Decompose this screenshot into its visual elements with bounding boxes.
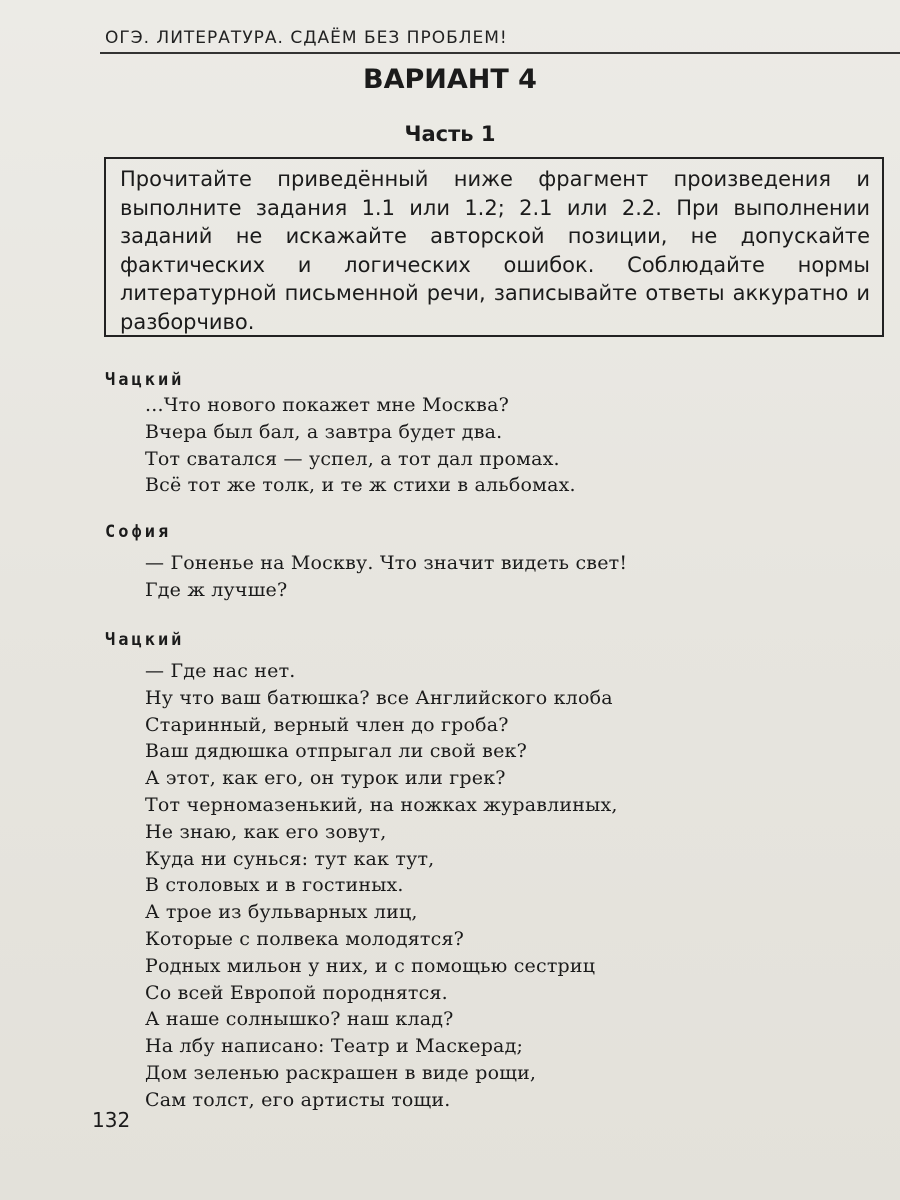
verse-line: Ну что ваш батюшка? все Английского клоба bbox=[145, 686, 613, 709]
verse-line: Сам толст, его артисты тощи. bbox=[145, 1088, 451, 1111]
verse-lines bbox=[145, 658, 805, 1114]
verse-line: А этот, как его, он турок или грек? bbox=[145, 767, 506, 790]
verse-line: Где ж лучше? bbox=[145, 578, 288, 601]
dialogue-block-2 bbox=[105, 520, 805, 604]
dialogue-block-3 bbox=[105, 628, 805, 1114]
part-title: Часть 1 bbox=[404, 122, 496, 146]
header-divider bbox=[100, 52, 900, 54]
verse-line: На лбу написано: Театр и Маскерад; bbox=[145, 1035, 524, 1058]
verse-line: А трое из бульварных лиц, bbox=[145, 901, 418, 924]
instructions-box: Прочитайте приведённый ниже фрагмент произведения и выполните задания 1.1 или 1.2; 2.1 или 2.2. При выполнении заданий не искажайте авторской позиции, не допускайте фактических и логических ошибок. Соблюдайте нормы литературной письменной речи, записывайте ответы аккуратно и разборчиво. bbox=[104, 157, 884, 337]
speaker-name: Чацкий bbox=[105, 370, 185, 390]
dialogue-block-1 bbox=[105, 368, 805, 499]
verse-line: ...Что нового покажет мне Москва? bbox=[145, 394, 509, 416]
verse-line: Тот сватался — успел, а тот дал промах. bbox=[145, 447, 560, 470]
verse-lines bbox=[145, 550, 805, 604]
verse-lines bbox=[145, 392, 805, 499]
page-number: 132 bbox=[92, 1108, 131, 1132]
verse-line: Не знаю, как его зовут, bbox=[145, 820, 387, 843]
verse-line: Вчера был бал, а завтра будет два. bbox=[145, 420, 503, 443]
verse-line: Куда ни сунься: тут как тут, bbox=[145, 847, 435, 870]
variant-title: ВАРИАНТ 4 bbox=[363, 64, 537, 95]
verse-line: Родных мильон у них, и с помощью сестриц bbox=[145, 954, 596, 977]
verse-line: Со всей Европой породнятся. bbox=[145, 981, 448, 1004]
speaker-name: Чацкий bbox=[105, 630, 185, 650]
verse-line: А наше солнышко? наш клад? bbox=[145, 1008, 454, 1031]
verse-line: Тот черномазенький, на ножках журавлиных, bbox=[145, 793, 618, 816]
verse-line: В столовых и в гостиных. bbox=[145, 874, 404, 897]
verse-line: Дом зеленью раскрашен в виде рощи, bbox=[145, 1061, 537, 1084]
verse-line: Всё тот же толк, и те ж стихи в альбомах. bbox=[145, 474, 576, 497]
verse-line: Которые с полвека молодятся? bbox=[145, 927, 465, 950]
verse-line: — Где нас нет. bbox=[145, 660, 296, 682]
verse-line: Старинный, верный член до гроба? bbox=[145, 713, 509, 736]
running-header: ОГЭ. ЛИТЕРАТУРА. СДАЁМ БЕЗ ПРОБЛЕМ! bbox=[105, 28, 508, 48]
speaker-name: София bbox=[105, 522, 172, 542]
verse-line: — Гоненье на Москву. Что значит видеть свет! bbox=[145, 552, 628, 574]
verse-line: Ваш дядюшка отпрыгал ли свой век? bbox=[145, 740, 527, 763]
